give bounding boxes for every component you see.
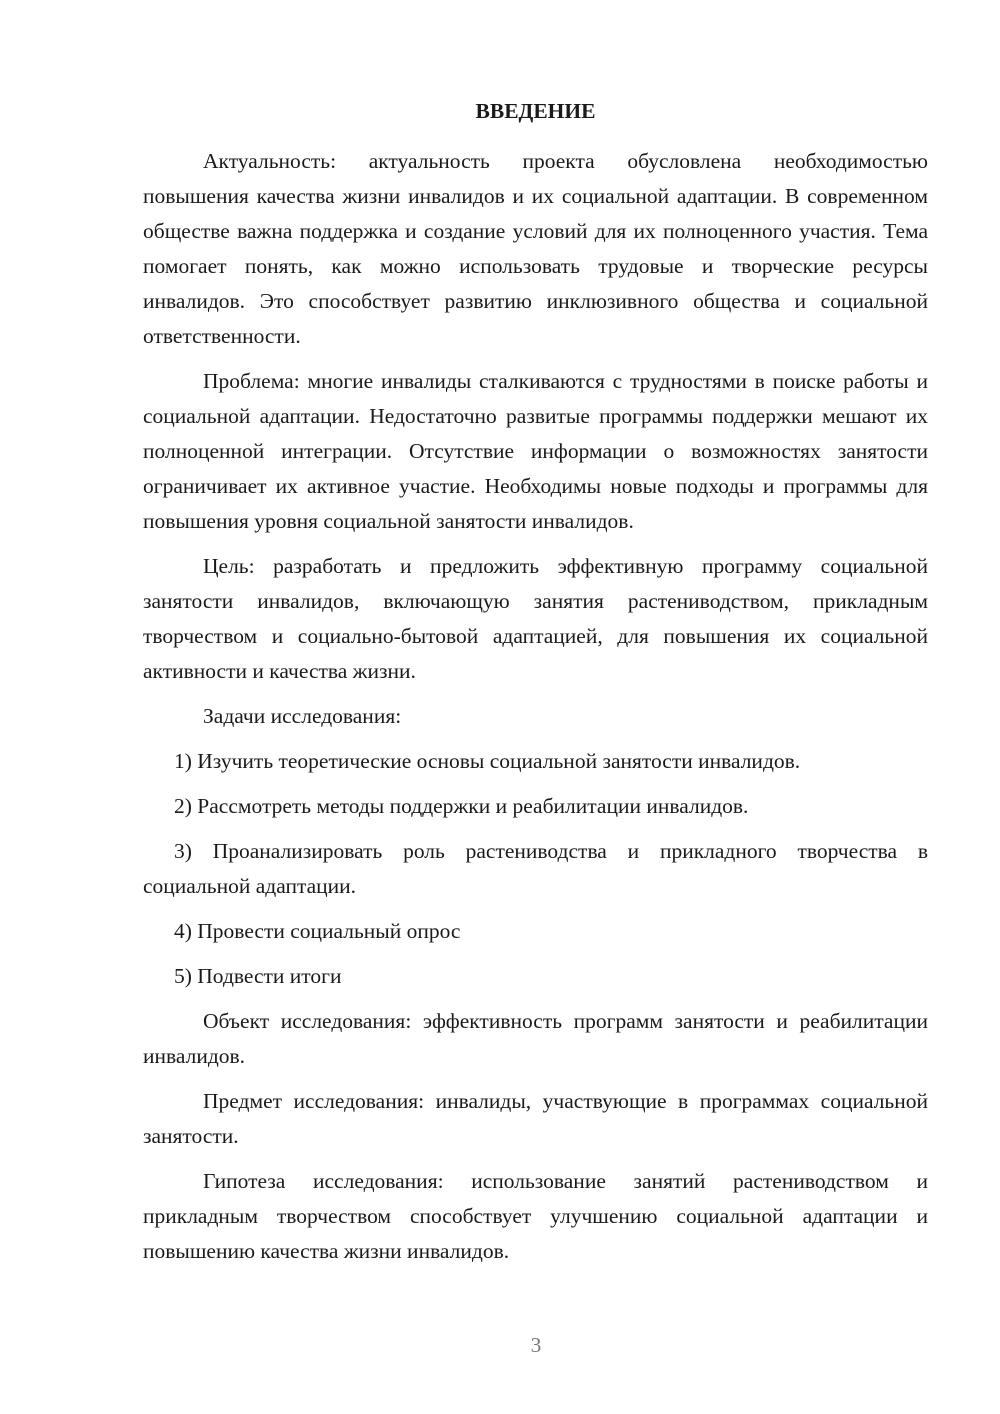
task-item-4: 4) Провести социальный опрос [174, 919, 461, 943]
page-title: ВВЕДЕНИЕ [475, 99, 596, 123]
subject-paragraph: Предмет исследования: инвалиды, участвующие в программах социальной занятости. [143, 1089, 928, 1148]
page-number: 3 [530, 1333, 542, 1357]
task-item-5: 5) Подвести итоги [174, 964, 342, 988]
hypothesis-paragraph: Гипотеза исследования: использование занятий растениводством и прикладным творчеством способствует улучшению социальной адаптации и повышению качества жизни инвалидов. [143, 1169, 928, 1263]
tasks-heading: Задачи исследования: [203, 704, 402, 728]
task-item-2: 2) Рассмотреть методы поддержки и реабилитации инвалидов. [174, 794, 749, 818]
problem-paragraph: Проблема: многие инвалиды сталкиваются с трудностями в поиске работы и социальной адаптации. Недостаточно развитые программы поддержки мешают их полноценной интеграции. Отсутствие информации о возможностях занятости ограничивает их активное участие. Необходимы новые подходы и программы для повышения уровня социальной занятости инвалидов. [143, 369, 928, 533]
goal-paragraph: Цель: разработать и предложить эффективную программу социальной занятости инвалидов, включающую занятия растениводством, прикладным творчеством и социально-бытовой адаптацией, для повышения их социальной активности и качества жизни. [143, 554, 928, 683]
task-item-1: 1) Изучить теоретические основы социальной занятости инвалидов. [174, 749, 801, 773]
task-item-3: 3) Проанализировать роль растениводства и прикладного творчества в социальной адаптации. [143, 839, 928, 898]
relevance-paragraph: Актуальность: актуальность проекта обусловлена необходимостью повышения качества жизни инвалидов и их социальной адаптации. В современном обществе важна поддержка и создание условий для их полноценного участия. Тема помогает понять, как можно использовать трудовые и творческие ресурсы инвалидов. Это способствует развитию инклюзивного общества и социальной ответственности. [143, 149, 928, 348]
document-body [143, 144, 928, 1269]
object-paragraph: Объект исследования: эффективность программ занятости и реабилитации инвалидов. [143, 1009, 928, 1068]
